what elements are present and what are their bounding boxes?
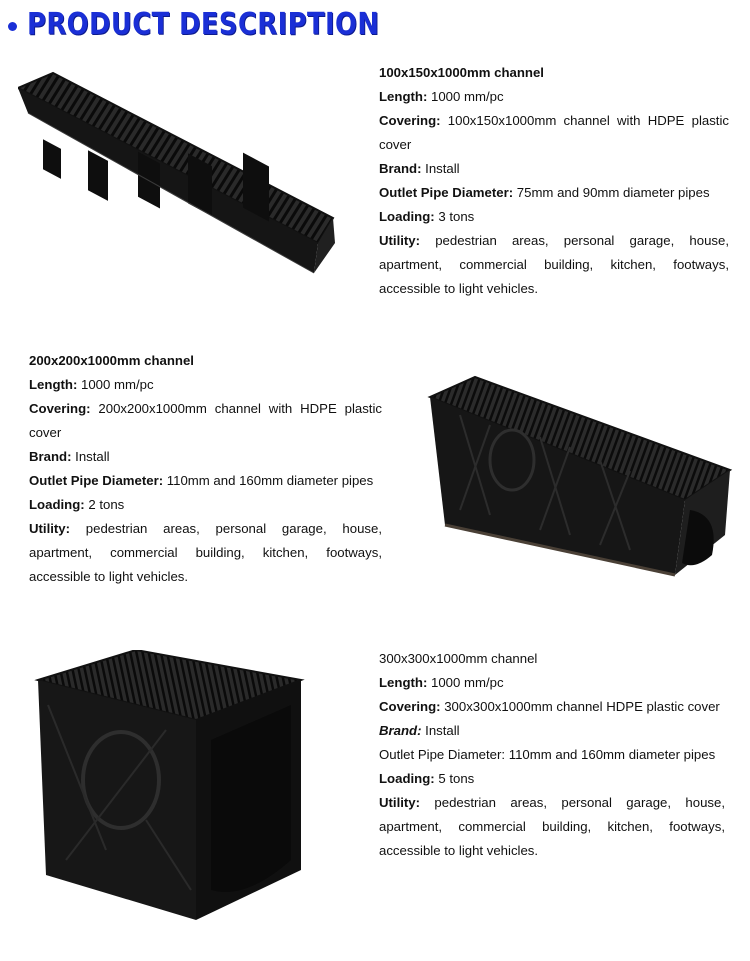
brand-value: Install <box>421 161 460 176</box>
outlet-label: Outlet Pipe Diameter: <box>29 473 164 488</box>
page-title: PRODUCT DESCRIPTION <box>27 6 380 42</box>
product-spec-1 <box>379 61 729 301</box>
length-value: 1000 mm/pc <box>427 89 504 104</box>
outlet-text: Outlet Pipe Diameter: 110mm and 160mm diameter pipes <box>379 747 716 762</box>
brand-value: Install <box>421 723 460 738</box>
utility-label: Utility: <box>379 233 421 248</box>
covering-label: Covering: <box>379 699 441 714</box>
brand-label: Brand: <box>379 161 422 176</box>
product-image-300x300 <box>16 650 351 925</box>
length-label: Length: <box>29 377 78 392</box>
product-spec-2 <box>29 349 382 589</box>
outlet-value: 75mm and 90mm diameter pipes <box>513 185 710 200</box>
covering-value: 200x200x1000mm channel with HDPE plastic cover <box>29 401 382 440</box>
product-heading: 200x200x1000mm channel <box>29 353 194 368</box>
product-spec-3 <box>379 647 725 863</box>
length-label: Length: <box>379 89 428 104</box>
product-heading: 100x150x1000mm channel <box>379 65 544 80</box>
covering-value: 300x300x1000mm channel HDPE plastic cover <box>440 699 720 714</box>
loading-label: Loading: <box>379 771 435 786</box>
utility-value: pedestrian areas, personal garage, house, apartment, commercial building, kitchen, footways, accessible to light vehicles. <box>379 795 725 858</box>
product-heading: 300x300x1000mm channel <box>379 651 538 666</box>
loading-label: Loading: <box>29 497 85 512</box>
covering-label: Covering: <box>29 401 91 416</box>
utility-value: pedestrian areas, personal garage, house, apartment, commercial building, kitchen, footways, accessible to light vehicles. <box>29 521 382 584</box>
length-value: 1000 mm/pc <box>77 377 154 392</box>
length-label: Length: <box>379 675 428 690</box>
utility-value: pedestrian areas, personal garage, house, apartment, commercial building, kitchen, footways, accessible to light vehicles. <box>379 233 729 296</box>
loading-value: 3 tons <box>434 209 475 224</box>
outlet-label: Outlet Pipe Diameter: <box>379 185 514 200</box>
brand-label: Brand: <box>379 723 422 738</box>
page-header <box>8 2 437 46</box>
loading-value: 5 tons <box>434 771 475 786</box>
covering-value: 100x150x1000mm channel with HDPE plastic cover <box>379 113 729 152</box>
outlet-value: 110mm and 160mm diameter pipes <box>163 473 374 488</box>
length-value: 1000 mm/pc <box>427 675 504 690</box>
brand-label: Brand: <box>29 449 72 464</box>
loading-value: 2 tons <box>84 497 125 512</box>
utility-label: Utility: <box>379 795 421 810</box>
utility-label: Utility: <box>29 521 71 536</box>
header-bullet-icon <box>8 22 17 31</box>
product-image-100x150 <box>18 68 358 298</box>
brand-value: Install <box>71 449 110 464</box>
covering-label: Covering: <box>379 113 441 128</box>
loading-label: Loading: <box>379 209 435 224</box>
product-image-200x200 <box>420 375 735 590</box>
